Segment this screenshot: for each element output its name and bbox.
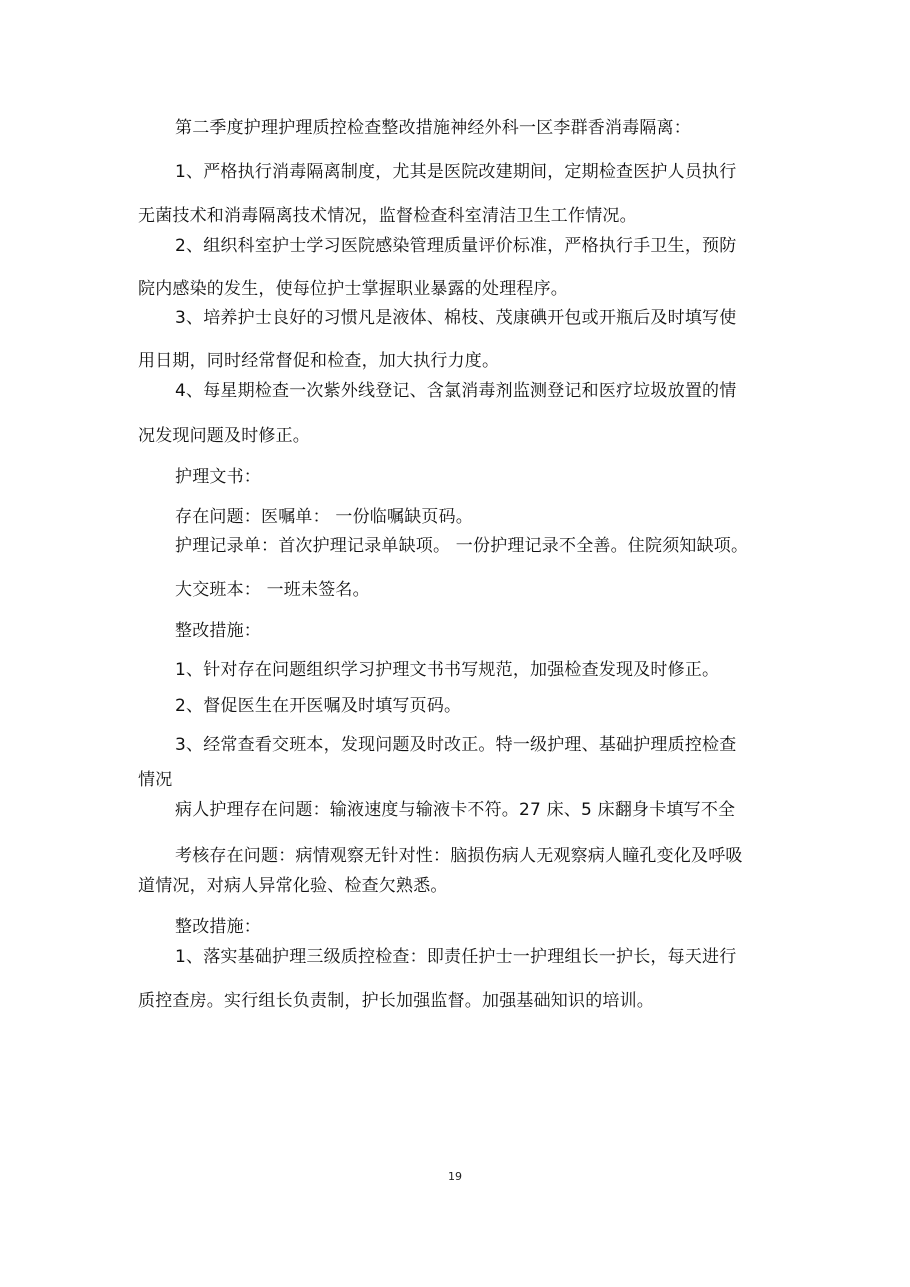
section-heading: 整改措施： [175,917,261,937]
section-heading: 整改措施： [175,621,261,641]
paragraph-line: 用日期，同时经常督促和检查，加大执行力度。 [138,351,500,371]
paragraph-line: 无菌技术和消毒隔离技术情况，监督检查科室清洁卫生工作情况。 [138,206,637,226]
paragraph-line: 情况 [138,770,173,790]
paragraph-line: 护理记录单：首次护理记录单缺项。 一份护理记录不全善。住院须知缺项。 [175,536,749,556]
page-number: 19 [448,1170,462,1183]
paragraph-line: 考核存在问题：病情观察无针对性：脑损伤病人无观察病人瞳孔变化及呼吸 [175,846,743,866]
paragraph-line: 病人护理存在问题：输液速度与输液卡不符。27 床、5 床翻身卡填写不全 [175,800,736,820]
paragraph-line: 1、落实基础护理三级质控检查：即责任护士一护理组长一护长，每天进行 [175,947,737,967]
paragraph-line: 4、每星期检查一次紫外线登记、含氯消毒剂监测登记和医疗垃圾放置的情 [175,381,737,401]
paragraph-line: 大交班本： 一班未签名。 [175,580,370,600]
paragraph-line: 1、针对存在问题组织学习护理文书书写规范，加强检查发现及时修正。 [175,660,720,680]
paragraph-line: 院内感染的发生，使每位护士掌握职业暴露的处理程序。 [138,279,568,299]
section-heading: 护理文书： [175,467,261,487]
paragraph-line: 存在问题：医嘱单： 一份临嘱缺页码。 [175,507,474,527]
paragraph-line: 况发现问题及时修正。 [138,426,310,446]
paragraph-line: 3、经常查看交班本，发现问题及时改正。特一级护理、基础护理质控检查 [175,735,737,755]
paragraph-line: 2、组织科室护士学习医院感染管理质量评价标准，严格执行手卫生，预防 [175,236,737,256]
paragraph-line: 道情况，对病人异常化验、检查欠熟悉。 [138,876,448,896]
paragraph-line: 2、督促医生在开医嘱及时填写页码。 [175,696,462,716]
paragraph-line: 质控查房。实行组长负责制，护长加强监督。加强基础知识的培训。 [138,991,654,1011]
paragraph-line: 3、培养护士良好的习惯凡是液体、棉枝、茂康碘开包或开瓶后及时填写使 [175,308,737,328]
paragraph-line: 1、严格执行消毒隔离制度，尤其是医院改建期间，定期检查医护人员执行 [175,162,737,182]
doc-heading: 第二季度护理护理质控检查整改措施神经外科一区李群香消毒隔离： [175,118,691,138]
